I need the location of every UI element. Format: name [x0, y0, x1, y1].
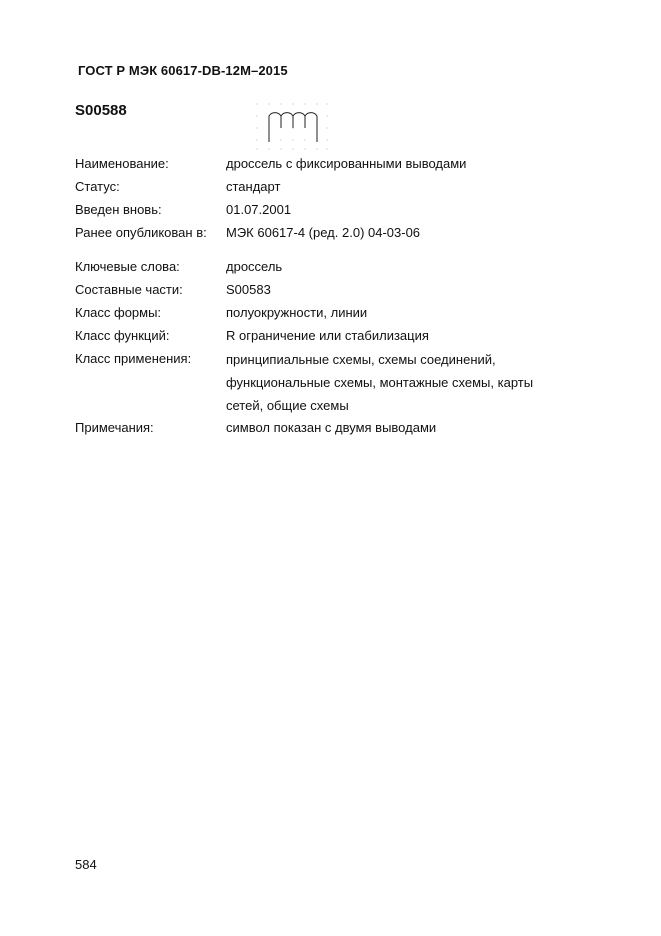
field-label: Статус: [75, 179, 120, 194]
field-value: дроссель [226, 259, 283, 274]
field-label: Класс функций: [75, 328, 170, 343]
field-value-line: сетей, общие схемы [226, 398, 349, 413]
field-value-line: функциональные схемы, монтажные схемы, карты [226, 375, 534, 390]
field-label: Примечания: [75, 420, 154, 435]
field-value: стандарт [226, 179, 281, 194]
field-label: Введен вновь: [75, 202, 162, 217]
field-value-line: принципиальные схемы, схемы соединений, [226, 352, 496, 367]
document-header: ГОСТ Р МЭК 60617-DB-12M–2015 [78, 63, 288, 78]
symbol-code: S00588 [75, 102, 127, 119]
field-value: МЭК 60617-4 (ред. 2.0) 04-03-06 [226, 225, 421, 240]
page-number: 584 [75, 857, 97, 872]
field-value: 01.07.2001 [226, 202, 292, 217]
field-value: S00583 [226, 282, 271, 297]
field-value: символ показан с двумя выводами [226, 420, 437, 435]
field-value: дроссель с фиксированными выводами [226, 156, 467, 171]
field-label: Класс применения: [75, 351, 192, 366]
field-value: R ограничение или стабилизация [226, 328, 429, 343]
field-label: Класс формы: [75, 305, 162, 320]
field-label: Ключевые слова: [75, 259, 180, 274]
field-value [226, 348, 556, 417]
field-label: Составные части: [75, 282, 183, 297]
field-label: Ранее опубликован в: [75, 225, 207, 240]
field-label: Наименование: [75, 156, 169, 171]
field-value: полуокружности, линии [226, 305, 368, 320]
inductor-coil-symbol-icon [255, 102, 330, 152]
